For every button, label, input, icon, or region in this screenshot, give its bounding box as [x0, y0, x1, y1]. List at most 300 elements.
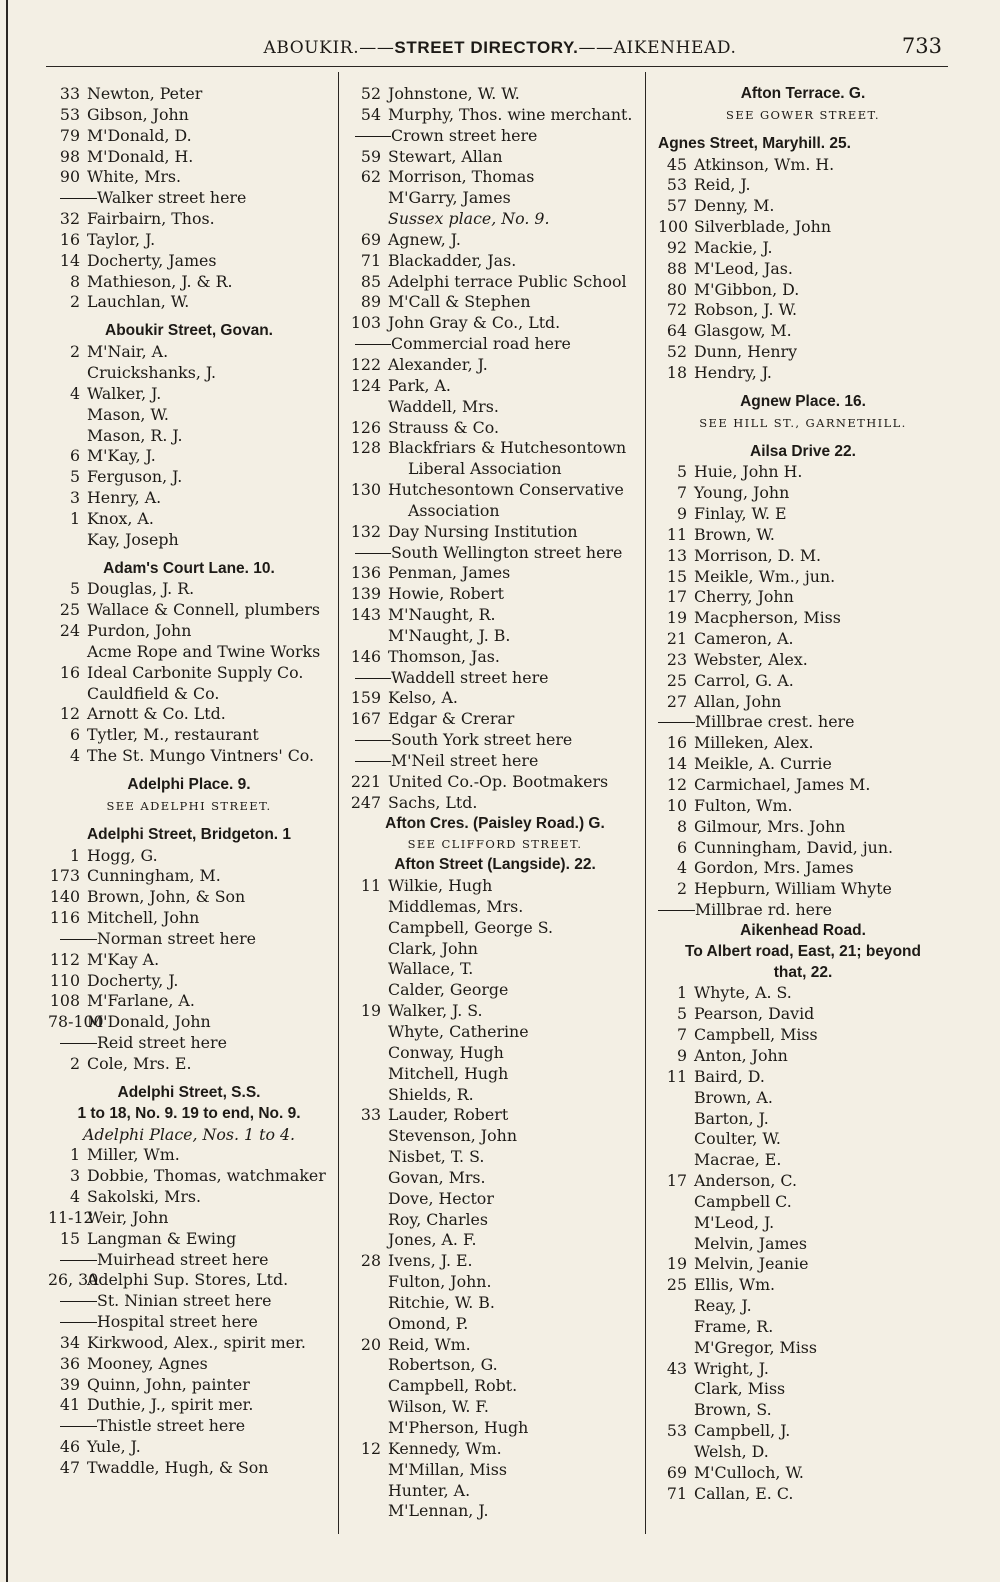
house-number: 132 [350, 521, 381, 541]
occupant-name: Huie, John H. [694, 462, 803, 482]
directory-entry-continuation [350, 1189, 640, 1210]
cross-street-dash [355, 761, 391, 762]
occupant-name: Gilmour, Mrs. John [694, 816, 846, 836]
house-number: 3 [69, 1166, 80, 1186]
directory-entry [48, 887, 330, 908]
occupant-name: Campbell, George S. [388, 917, 553, 937]
house-number: 159 [350, 688, 381, 708]
house-number: 5 [676, 462, 687, 482]
occupant-name: Cherry, John [694, 587, 794, 607]
occupant-name: Clark, John [388, 938, 478, 958]
street-heading: Afton Cres. (Paisley Road.) G. [385, 814, 605, 832]
directory-entry [350, 438, 640, 459]
directory-entry [350, 563, 640, 584]
occupant-name: Ivens, J. E. [388, 1251, 473, 1271]
directory-entry [350, 522, 640, 543]
house-number: 3 [69, 488, 80, 508]
directory-entry [48, 621, 330, 642]
directory-entry-continuation [350, 1481, 640, 1502]
occupant-name: Yule, J. [87, 1437, 141, 1457]
cross-street-marker [48, 1250, 330, 1271]
directory-entry [48, 230, 330, 251]
cross-street-label: Walker street here [97, 188, 247, 208]
occupant-name: Morrison, D. M. [694, 545, 822, 565]
house-number: 6 [69, 725, 80, 745]
occupant-name: Welsh, D. [694, 1442, 769, 1461]
directory-entry [48, 1187, 330, 1208]
cross-street-label: Millbrae rd. here [695, 900, 832, 920]
section-gap [658, 384, 948, 392]
house-number: 146 [350, 646, 381, 666]
directory-entry [658, 1004, 948, 1025]
house-number: 52 [360, 84, 381, 103]
directory-entry [658, 1421, 948, 1442]
house-number: 11 [360, 876, 381, 896]
occupant-name: Shields, R. [388, 1084, 474, 1104]
occupant-name: M'Leod, Jas. [694, 258, 793, 278]
cross-street-dash [355, 344, 391, 345]
occupant-name: Roy, Charles [388, 1209, 489, 1229]
cross-reference: SEE GOWER STREET. [726, 107, 880, 122]
occupant-name: United Co.-Op. Bootmakers [388, 771, 609, 791]
cross-street-dash [60, 939, 97, 940]
occupant-name: Quinn, John, painter [87, 1374, 250, 1394]
directory-entry [48, 746, 330, 767]
house-number: 71 [360, 250, 381, 270]
header-dash-2: —— [578, 38, 614, 58]
directory-entry [658, 567, 948, 588]
directory-entry-continuation [350, 897, 640, 918]
directory-entry-continuation [350, 459, 640, 480]
house-number: 2 [69, 1053, 80, 1073]
directory-entry [658, 733, 948, 754]
directory-entry-continuation [350, 1168, 640, 1189]
cross-reference: SEE HILL ST., GARNETHILL. [699, 415, 907, 430]
directory-entry [350, 1251, 640, 1272]
directory-entry [350, 1105, 640, 1126]
occupant-name: Wright, J. [694, 1358, 769, 1378]
section-gap [48, 551, 330, 559]
cross-street-marker [350, 751, 640, 772]
street-heading: Adelphi Street, S.S. [117, 1083, 261, 1101]
directory-column-2 [350, 84, 640, 1522]
house-number: 10 [666, 795, 687, 815]
directory-entry-continuation [350, 959, 640, 980]
directory-entry [658, 608, 948, 629]
directory-entry [48, 1012, 330, 1033]
occupant-name: M'Lennan, J. [388, 1501, 489, 1521]
occupant-name: White, Mrs. [87, 167, 182, 187]
occupant-name: M'Donald, D. [87, 125, 192, 145]
occupant-name: Frame, R. [694, 1316, 774, 1336]
occupant-name: Walker, J. S. [388, 1001, 483, 1021]
directory-entry [350, 230, 640, 251]
cross-street-dash [60, 1301, 97, 1302]
directory-entry [350, 1001, 640, 1022]
house-number: 15 [666, 566, 687, 586]
occupant-name: Wallace & Connell, plumbers [87, 600, 320, 620]
directory-entry [48, 908, 330, 929]
house-number: 6 [69, 446, 80, 466]
header-right: AIKENHEAD. [613, 38, 737, 58]
house-number: 19 [666, 608, 687, 628]
directory-entry [658, 879, 948, 900]
directory-entry [350, 251, 640, 272]
occupant-name: Ritchie, W. B. [388, 1292, 495, 1312]
directory-entry [350, 147, 640, 168]
occupant-name: Mathieson, J. & R. [87, 271, 233, 291]
directory-entry-continuation [350, 1418, 640, 1439]
cross-reference: SEE CLIFFORD STREET. [407, 837, 583, 852]
directory-entry-continuation [658, 1400, 948, 1421]
directory-column-1 [48, 84, 330, 1479]
occupant-name: Hogg, G. [87, 845, 158, 865]
occupant-name: Langman & Ewing [87, 1228, 237, 1248]
directory-entry-continuation [350, 1314, 640, 1335]
house-number: 11 [666, 1066, 687, 1086]
occupant-name: M'Farlane, A. [87, 991, 195, 1011]
directory-entry [350, 1335, 640, 1356]
directory-entry [658, 629, 948, 650]
occupant-name: Taylor, J. [87, 229, 156, 249]
directory-entry-continuation [658, 1317, 948, 1338]
occupant-name: Anton, John [694, 1045, 788, 1065]
occupant-name: Association [408, 500, 500, 520]
directory-entry [350, 647, 640, 668]
occupant-name: Melvin, James [694, 1233, 807, 1253]
directory-entry [48, 292, 330, 313]
occupant-name: M'Kay A. [87, 949, 160, 969]
house-number: 173 [49, 866, 80, 886]
directory-entry [350, 292, 640, 313]
directory-entry [48, 105, 330, 126]
directory-entry [658, 1171, 948, 1192]
directory-entry-continuation [350, 939, 640, 960]
directory-entry [658, 546, 948, 567]
house-number: 34 [59, 1332, 80, 1352]
house-number: 8 [676, 816, 687, 836]
occupant-name: Whyte, A. S. [694, 983, 792, 1003]
cross-street-marker [48, 1291, 330, 1312]
directory-entry [658, 321, 948, 342]
running-head [0, 34, 1000, 68]
house-number: 62 [360, 167, 381, 187]
street-heading: Afton Street (Langside). 22. [394, 856, 596, 874]
house-number: 71 [666, 1483, 687, 1503]
street-heading: Agnew Place. 16. [740, 392, 866, 410]
section-gap [658, 126, 948, 134]
directory-entry [658, 983, 948, 1004]
occupant-name: Docherty, J. [87, 970, 179, 990]
occupant-name: Glasgow, M. [694, 321, 792, 341]
cross-street-marker [658, 900, 948, 921]
occupant-name: Duthie, J., spirit mer. [87, 1395, 254, 1415]
directory-entry-continuation [48, 426, 330, 447]
occupant-name: Tytler, M., restaurant [87, 725, 259, 745]
occupant-name: Jones, A. F. [388, 1230, 477, 1250]
cross-street-label: South York street here [391, 730, 573, 750]
street-heading: Ailsa Drive 22. [750, 442, 856, 460]
house-number: 54 [360, 104, 381, 124]
occupant-name: Whyte, Catherine [388, 1021, 529, 1041]
house-number: 72 [666, 300, 687, 320]
directory-entry [350, 355, 640, 376]
cross-street-label: Thistle street here [97, 1416, 246, 1436]
directory-entry [48, 1395, 330, 1416]
occupant-name: Macpherson, Miss [694, 608, 841, 628]
occupant-name: M'Nair, A. [87, 342, 169, 362]
section-gap [48, 817, 330, 825]
directory-entry-continuation [350, 1210, 640, 1231]
house-number: 4 [69, 1187, 80, 1207]
directory-entry [48, 342, 330, 363]
occupant-name: Melvin, Jeanie [694, 1254, 809, 1274]
house-number: 4 [676, 858, 687, 878]
cross-reference: SEE ADELPHI STREET. [106, 798, 272, 813]
directory-entry-continuation [48, 530, 330, 551]
directory-entry-continuation [658, 1192, 948, 1213]
house-number: 41 [59, 1395, 80, 1415]
house-number: 8 [69, 271, 80, 291]
occupant-name: Docherty, James [87, 250, 217, 270]
cross-street-dash [60, 1426, 97, 1427]
directory-entry [350, 772, 640, 793]
directory-entry [350, 418, 640, 439]
cross-street-label: St. Ninian street here [97, 1291, 272, 1311]
house-number: 2 [69, 342, 80, 362]
directory-entry [658, 858, 948, 879]
house-number: 16 [59, 229, 80, 249]
occupant-name: Penman, James [388, 563, 511, 583]
house-number: 100 [658, 217, 689, 237]
house-number: 9 [676, 1045, 687, 1065]
directory-entry [48, 1166, 330, 1187]
directory-entry [658, 692, 948, 713]
directory-entry [48, 866, 330, 887]
occupant-name: Stevenson, John [388, 1126, 517, 1146]
directory-entry-continuation [350, 397, 640, 418]
occupant-name: M'Donald, H. [87, 146, 194, 166]
occupant-name: Gordon, Mrs. James [694, 858, 854, 878]
cross-street-marker [48, 1416, 330, 1437]
cross-street-marker [350, 668, 640, 689]
occupant-name: Fulton, Wm. [694, 795, 793, 815]
house-number: 1 [69, 508, 80, 528]
house-number: 112 [49, 949, 80, 969]
occupant-name: Meikle, Wm., jun. [694, 566, 836, 586]
directory-entry [48, 971, 330, 992]
occupant-name: Ellis, Wm. [694, 1275, 776, 1295]
house-number: 33 [360, 1105, 381, 1125]
directory-entry [48, 991, 330, 1012]
occupant-name: Hunter, A. [388, 1480, 471, 1500]
directory-entry [658, 300, 948, 321]
house-number: 1 [69, 1145, 80, 1165]
house-number: 6 [676, 837, 687, 857]
occupant-name: Baird, D. [694, 1066, 765, 1086]
directory-entry-continuation [350, 626, 640, 647]
occupant-name: Wilkie, Hugh [388, 876, 493, 896]
directory-entry [350, 480, 640, 501]
occupant-name: Robson, J. W. [694, 300, 797, 320]
directory-entry [48, 272, 330, 293]
house-number: 4 [69, 383, 80, 403]
directory-entry [658, 238, 948, 259]
directory-entry [48, 600, 330, 621]
cross-street-marker [658, 712, 948, 733]
occupant-name: Campbell C. [694, 1191, 792, 1211]
house-number: 88 [666, 258, 687, 278]
directory-entry-continuation [350, 1230, 640, 1251]
house-number: 103 [350, 313, 381, 333]
directory-entry [658, 754, 948, 775]
directory-entry-continuation [658, 1213, 948, 1234]
occupant-name: Milleken, Alex. [694, 733, 814, 753]
street-heading: Adelphi Place. 9. [127, 776, 251, 793]
directory-entry [48, 488, 330, 509]
occupant-name: Johnstone, W. W. [388, 84, 520, 103]
occupant-name: Henry, A. [87, 488, 162, 508]
directory-entry [658, 817, 948, 838]
directory-entry [48, 1270, 330, 1291]
house-number: 80 [666, 279, 687, 299]
cross-street-dash [60, 1260, 97, 1261]
occupant-name: Ideal Carbonite Supply Co. [87, 662, 304, 682]
occupant-name: Thomson, Jas. [388, 646, 500, 666]
occupant-name: M'Garry, James [388, 188, 511, 208]
cross-street-marker [350, 126, 640, 147]
directory-entry [48, 725, 330, 746]
occupant-name: Knox, A. [87, 508, 154, 528]
occupant-name: Hutchesontown Conservative [388, 480, 624, 500]
directory-entry-continuation [350, 1043, 640, 1064]
house-number: 24 [59, 621, 80, 641]
directory-entry [658, 217, 948, 238]
directory-entry [48, 509, 330, 530]
occupant-name: Arnott & Co. Ltd. [87, 704, 226, 724]
occupant-name: Liberal Association [408, 459, 562, 479]
directory-entry-continuation [350, 1397, 640, 1418]
occupant-name: Kirkwood, Alex., spirit mer. [87, 1332, 306, 1352]
occupant-name: Campbell, J. [694, 1421, 791, 1441]
occupant-name: Fulton, John. [388, 1272, 492, 1292]
house-number: 78-100 [48, 1012, 104, 1032]
directory-entry-continuation [658, 1296, 948, 1317]
cross-street-label: Crown street here [391, 125, 538, 145]
directory-entry-continuation [350, 918, 640, 939]
occupant-name: Reid, Wm. [388, 1334, 471, 1354]
directory-entry [658, 838, 948, 859]
occupant-name: Mackie, J. [694, 237, 773, 257]
house-number: 45 [666, 154, 687, 174]
house-number: 53 [666, 175, 687, 195]
directory-entry-continuation [350, 1147, 640, 1168]
occupant-name: M'Leod, J. [694, 1212, 775, 1232]
occupant-name: M'Gregor, Miss [694, 1337, 817, 1357]
directory-entry-continuation [350, 1272, 640, 1293]
house-number: 92 [666, 237, 687, 257]
directory-entry [658, 1067, 948, 1088]
street-heading: Afton Terrace. G. [740, 85, 866, 102]
cross-street-label: Millbrae crest. here [695, 712, 855, 732]
occupant-name: Fairbairn, Thos. [87, 209, 215, 229]
directory-entry-continuation [350, 1501, 640, 1522]
directory-entry [658, 1275, 948, 1296]
occupant-name: M'Gibbon, D. [694, 279, 800, 299]
occupant-name: Mitchell, Hugh [388, 1063, 509, 1083]
cross-street-marker [48, 1033, 330, 1054]
occupant-name: Dunn, Henry [694, 342, 798, 362]
directory-entry [658, 504, 948, 525]
directory-entry [658, 775, 948, 796]
occupant-name: Park, A. [388, 375, 451, 395]
occupant-name: Cruickshanks, J. [87, 362, 217, 382]
directory-entry [350, 376, 640, 397]
occupant-name: Cauldfield & Co. [87, 683, 220, 703]
directory-entry [658, 650, 948, 671]
occupant-name: John Gray & Co., Ltd. [388, 313, 561, 333]
directory-entry [48, 1229, 330, 1250]
directory-entry-continuation [658, 1338, 948, 1359]
street-heading: Adam's Court Lane. 10. [103, 559, 275, 577]
house-number: 32 [59, 209, 80, 229]
header-dash-1: —— [359, 38, 395, 58]
house-number: 130 [350, 480, 381, 500]
occupant-name: Murphy, Thos. wine merchant. [388, 104, 633, 124]
occupant-name: Blackfriars & Hutchesontown [388, 438, 627, 458]
house-number: 14 [666, 754, 687, 774]
house-number: 126 [350, 417, 381, 437]
occupant-name: Lauchlan, W. [87, 292, 190, 312]
house-number: 53 [59, 104, 80, 124]
section-gap [48, 1075, 330, 1083]
cross-street-marker [350, 543, 640, 564]
house-number: 64 [666, 321, 687, 341]
occupant-name: Purdon, John [87, 621, 192, 641]
house-number: 11 [666, 524, 687, 544]
house-number: 1 [69, 845, 80, 865]
occupant-name: Meikle, A. Currie [694, 754, 832, 774]
occupant-name: Cunningham, David, jun. [694, 837, 894, 857]
directory-entry-continuation [350, 1022, 640, 1043]
house-number: 15 [59, 1228, 80, 1248]
header-rule [46, 66, 948, 67]
directory-entry-continuation [350, 1355, 640, 1376]
house-number: 122 [350, 354, 381, 374]
directory-entry [350, 605, 640, 626]
occupant-name: Gibson, John [87, 104, 189, 124]
house-number: 7 [676, 483, 687, 503]
house-number: 90 [59, 167, 80, 187]
house-number: 5 [69, 467, 80, 487]
occupant-name: Carrol, G. A. [694, 670, 794, 690]
house-number: 59 [360, 146, 381, 166]
house-number: 89 [360, 292, 381, 312]
house-number: 12 [360, 1438, 381, 1458]
occupant-name: Reid, J. [694, 175, 751, 195]
cross-street-label: Muirhead street here [97, 1249, 269, 1269]
directory-entry [48, 1145, 330, 1166]
house-number: 5 [676, 1004, 687, 1024]
occupant-name: Wilson, W. F. [388, 1397, 489, 1417]
house-number: 16 [59, 662, 80, 682]
directory-entry [658, 671, 948, 692]
occupant-name: Newton, Peter [87, 84, 203, 103]
occupant-name: Webster, Alex. [694, 649, 808, 669]
directory-entry-continuation [658, 1442, 948, 1463]
directory-entry-continuation [658, 1234, 948, 1255]
directory-entry [48, 1333, 330, 1354]
